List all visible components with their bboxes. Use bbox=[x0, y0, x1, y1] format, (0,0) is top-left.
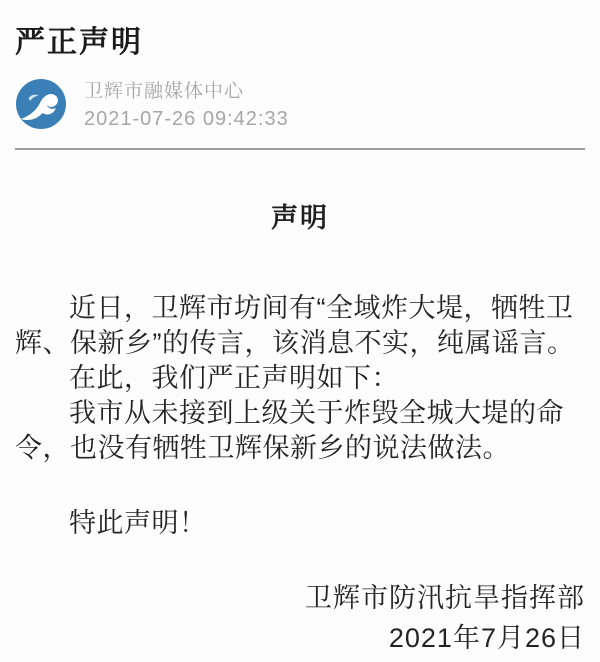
article-body bbox=[15, 196, 585, 656]
publish-timestamp: 2021-07-26 09:42:33 bbox=[84, 108, 289, 130]
wave-logo-icon[interactable] bbox=[15, 78, 67, 130]
statement-paragraph-3: 我市从未接到上级关于炸毁全城大堤的命令，也没有牺牲卫辉保新乡的说法做法。 bbox=[15, 398, 564, 463]
statement-heading: 声明 bbox=[271, 203, 329, 233]
publisher-info bbox=[84, 76, 289, 131]
publisher-row[interactable] bbox=[15, 76, 585, 131]
statement-paragraph-1: 近日，卫辉市坊间有“全域炸大堤，牺牲卫辉、保新乡”的传言，该消息不实，纯属谣言。 bbox=[15, 293, 575, 358]
page-title: 严正声明 bbox=[15, 26, 143, 59]
signature-org: 卫辉市防汛抗旱指挥部 bbox=[305, 583, 585, 613]
statement-closing: 特此声明！ bbox=[69, 508, 207, 538]
statement-paragraph-2: 在此，我们严正声明如下： bbox=[69, 363, 399, 393]
header-divider bbox=[15, 148, 585, 150]
publisher-name[interactable]: 卫辉市融媒体中心 bbox=[84, 81, 245, 102]
signature-date: 2021年7月26日 bbox=[388, 623, 585, 653]
